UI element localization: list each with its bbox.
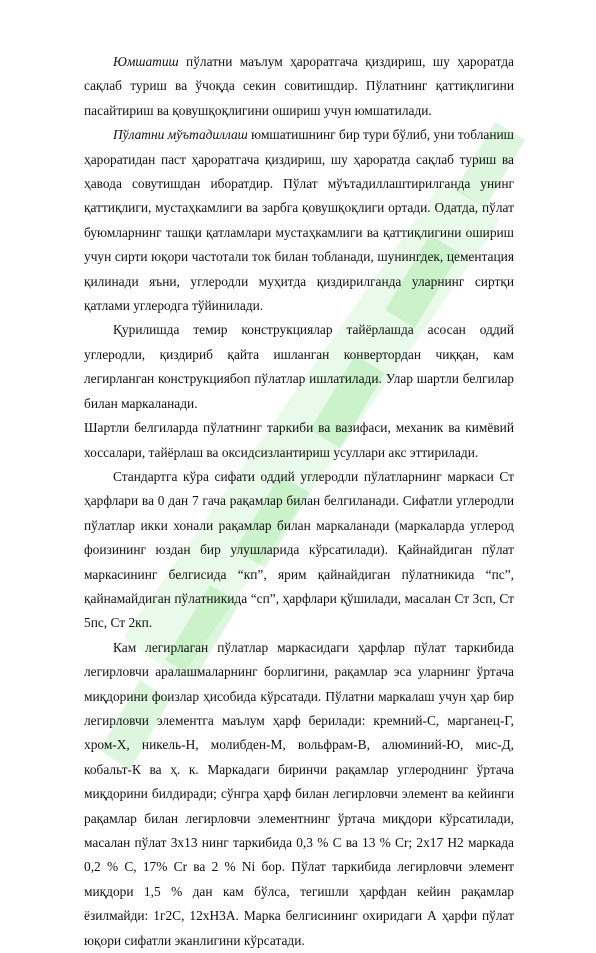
paragraph-carbon-steel-grades: Стандартга кўра сифати оддий углеродли пўлатларнинг маркаси Ст ҳарфлари ва 0 дан 7 гача рақамлар билан белгиланади. Сифатли углеродли пўлатлар икки хонали рақамлар билан маркаланади (маркаларда углерод фоизининг юздан бир улушларида кўрсатилади). Қайнайдиган пўлат маркасининг белгисида “кп”, ярим қайнайдиган пўлатникида “пс”, қайнамайдиган пўлатникида “сп”, ҳарфлари қўшилади, масалан Ст 3сп, Ст 5пс, Ст 2кп. bbox=[84, 468, 514, 631]
document-body bbox=[84, 50, 514, 953]
paragraph-text: пўлатни маълум ҳароратгача қиздириш, шу ҳароратда сақлаб туриш ва ўчоқда секин совитишдир. Пўлатнинг қаттиқлигини пасайтириш ва қовушқоқлигини ошириш учун юмшатилади. bbox=[84, 54, 514, 118]
term-normalizing: Пўлатни мўътадиллаш bbox=[113, 127, 248, 143]
paragraph-construction-steels: Қурилишда темир конструкциялар тайёрлашда асосан оддий углеродли, қиздириб қайта ишланган конвертордан чиққан, кам легирланган конструкциябоп пўлатлар ишлатилади. Улар шартли белгилар билан маркаланади. bbox=[84, 322, 514, 411]
paragraph-normalizing bbox=[84, 123, 514, 318]
paragraph-marking-symbols: Шартли белгиларда пўлатнинг таркиби ва вазифаси, механик ва кимёвий хоссалари, тайёрлаш ва оксидсизлантириш усуллари акс эттирилади. bbox=[84, 420, 514, 460]
paragraph-alloy-steel-grades: Кам легирлаган пўлатлар маркасидаги ҳарфлар пўлат таркибида легирловчи аралашмаларнинг борлигини, рақамлар эса уларнинг ўртача миқдорини фоизлар ҳисобида кўрсатади. Пўлатни маркалаш учун ҳар бир легирловчи элементга маълум ҳарф берилади: кремний-С, марганец-Г, хром-Х, никель-Н, молибден-М, вольфрам-В, алюминий-Ю, мис-Д, кобальт-К ва ҳ. к. Маркадаги биринчи рақамлар углероднинг ўртача миқдорини билдиради; сўнгра ҳарф билан легирловчи элемент ва кейинги рақамлар билан легирловчи элементнинг ўртача миқдори кўрсатилади, масалан пўлат 3х13 нинг таркибида 0,3 % С ва 13 % Cr; 2х17 Н2 маркада 0,2 % С, 17% Cr ва 2 % Ni бор. Пўлат таркибида легирловчи элемент миқдори 1,5 % дан кам бўлса, тегишли ҳарфдан кейин рақамлар ёзилмайди: 1г2С, 12хН3А. Марка белгисининг охиридаги А ҳарфи пўлат юқори сифатли эканлигини кўрсатади. bbox=[84, 639, 514, 948]
paragraph-text: юмшатишнинг бир тури бўлиб, уни тобланиш ҳароратидан паст ҳароратгача қиздириш, шу ҳароратда сақлаб туриш ва ҳавода совутишдан иборатдир. Пўлат мўътадиллаштирилганда унинг қаттиқлиги, мустаҳкамлиги ва зарбга қовушқоқлиги ортади. Одатда, пўлат буюмларнинг ташқи қатламлари мустаҳкамлиги ва қаттиқлигини ошириш учун сирти юқори частотали ток билан тобланади, шунингдек, цементация қилинади яъни, углеродли муҳитда қиздирилганда уларнинг сиртқи қатлами углеродга тўйинилади. bbox=[84, 127, 514, 314]
term-annealing: Юмшатиш bbox=[113, 54, 179, 69]
paragraph-annealing bbox=[84, 50, 514, 123]
